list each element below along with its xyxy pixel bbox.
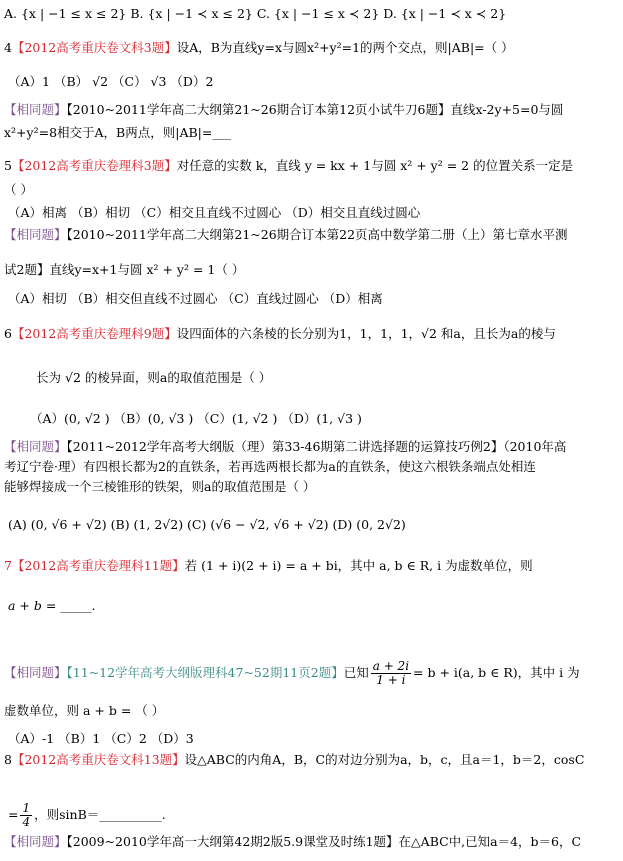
related-question-4-cont: x²+y²=8相交于A，B两点，则|AB|=___: [4, 125, 232, 140]
question-7: 7【2012高考重庆卷理科11题】若 (1 + i)(2 + i) = a + bi，其中 a, b ∈ R, i 为虚数单位，则: [4, 558, 533, 573]
question-5-options: （A）相离 （B）相切 （C）相交且直线不过圆心 （D）相交且直线过圆心: [8, 205, 421, 220]
question-6-options: （A）(0, √2 ) （B）(0, √3 ) （C）(1, √2 ) （D）(1, √3 ): [30, 411, 362, 426]
related-question-6-cont2: 能够焊接成一个三棱锥形的铁架，则a的取值范围是（ ）: [4, 479, 316, 494]
q3-options: A. {x | −1 ≤ x ≤ 2} B. {x | −1 ≺ x ≤ 2} C. {x | −1 ≤ x ≺ 2} D. {x | −1 ≺ x ≺ 2}: [4, 6, 507, 21]
related-question-6-cont: 考辽宁卷·理）有四根长都为2的直铁条，若再选两根长都为a的直铁条，使这六根铁条端点处相连: [4, 459, 536, 474]
related-question-7: 【相同题】【11~12学年高考大纲版理科47~52期11页2题】已知 $\frac{a + 2i}{1 + i}$ = b + i(a, b ∈ R)，其中 i 为: [4, 659, 580, 687]
related-question-7-cont: 虚数单位，则 a + b = （ ）: [4, 703, 165, 718]
fraction: $\frac{1}{4}$: [22, 801, 31, 829]
source-tag: 【2012高考重庆卷文科13题】: [11, 752, 185, 767]
same-question-tag: 【相同题】: [4, 102, 67, 117]
same-question-tag: 【相同题】: [4, 227, 67, 242]
related-question-5-cont: 试2题】直线y=x+1与圆 x² + y² = 1（ ）: [4, 262, 245, 277]
related-question-5: 【相同题】【2010~2011学年高二大纲第21~26期合订本第22页高中数学第二册（上）第七章水平测: [4, 227, 568, 242]
same-question-tag: 【相同题】: [4, 665, 67, 680]
same-question-tag: 【相同题】: [4, 834, 67, 849]
question-6-cont: 长为 √2 的棱异面，则a的取值范围是（ ）: [36, 370, 272, 385]
source-tag: 【2012高考重庆卷理科11题】: [11, 558, 185, 573]
question-6: 6【2012高考重庆卷理科9题】设四面体的六条棱的长分别为1，1，1，1，√2 和a，且长为a的棱与: [4, 326, 556, 341]
source-tag: 【2012高考重庆卷文科3题】: [11, 40, 177, 55]
related-question-6: 【相同题】【2011~2012学年高考大纲版（理）第33-46期第二讲选择题的运算技巧例2】（2010年高: [4, 439, 567, 454]
same-question-tag: 【相同题】: [4, 439, 67, 454]
related-question-5-options: （A）相切 （B）相交但直线不过圆心 （C）直线过圆心 （D）相离: [8, 291, 383, 306]
question-8-cont: = $\frac{1}{4}$ ，则sinB＝__________.: [8, 801, 166, 829]
fraction: $\frac{a + 2i}{1 + i}$: [372, 659, 410, 687]
source-tag: 【2012高考重庆卷理科3题】: [11, 158, 177, 173]
related-question-4: 【相同题】【2010~2011学年高二大纲第21~26期合订本第12页小试牛刀6题】直线x-2y+5=0与圆: [4, 102, 564, 117]
question-7-cont: a + b = _____.: [8, 598, 96, 613]
related-question-7-options: （A）-1 （B）1 （C）2 （D）3: [8, 731, 194, 746]
source-tag: 【11~12学年高考大纲版理科47~52期11页2题】: [66, 665, 344, 680]
question-8: 8【2012高考重庆卷文科13题】设△ABC的内角A，B，C的对边分别为a，b，c，且a＝1，b＝2，cosC: [4, 752, 585, 767]
question-4: 4【2012高考重庆卷文科3题】设A，B为直线y=x与圆x²+y²=1的两个交点，则|AB|=（ ）: [4, 40, 514, 55]
question-4-options: （A）1 （B） √2 （C） √3 （D）2: [8, 74, 214, 89]
source-tag: 【2012高考重庆卷理科9题】: [11, 326, 177, 341]
related-question-6-options: (A) (0, √6 + √2) (B) (1, 2√2) (C) (√6 − √2, √6 + √2) (D) (0, 2√2): [8, 517, 406, 532]
question-5: 5【2012高考重庆卷理科3题】对任意的实数 k，直线 y = kx + 1与圆 x² + y² = 2 的位置关系一定是: [4, 158, 574, 173]
question-5-paren: （ ）: [4, 182, 33, 197]
related-question-8: 【相同题】【2009~2010学年高一大纲第42期2版5.9课堂及时练1题】在△ABC中,已知a＝4，b＝6，C: [4, 834, 582, 849]
